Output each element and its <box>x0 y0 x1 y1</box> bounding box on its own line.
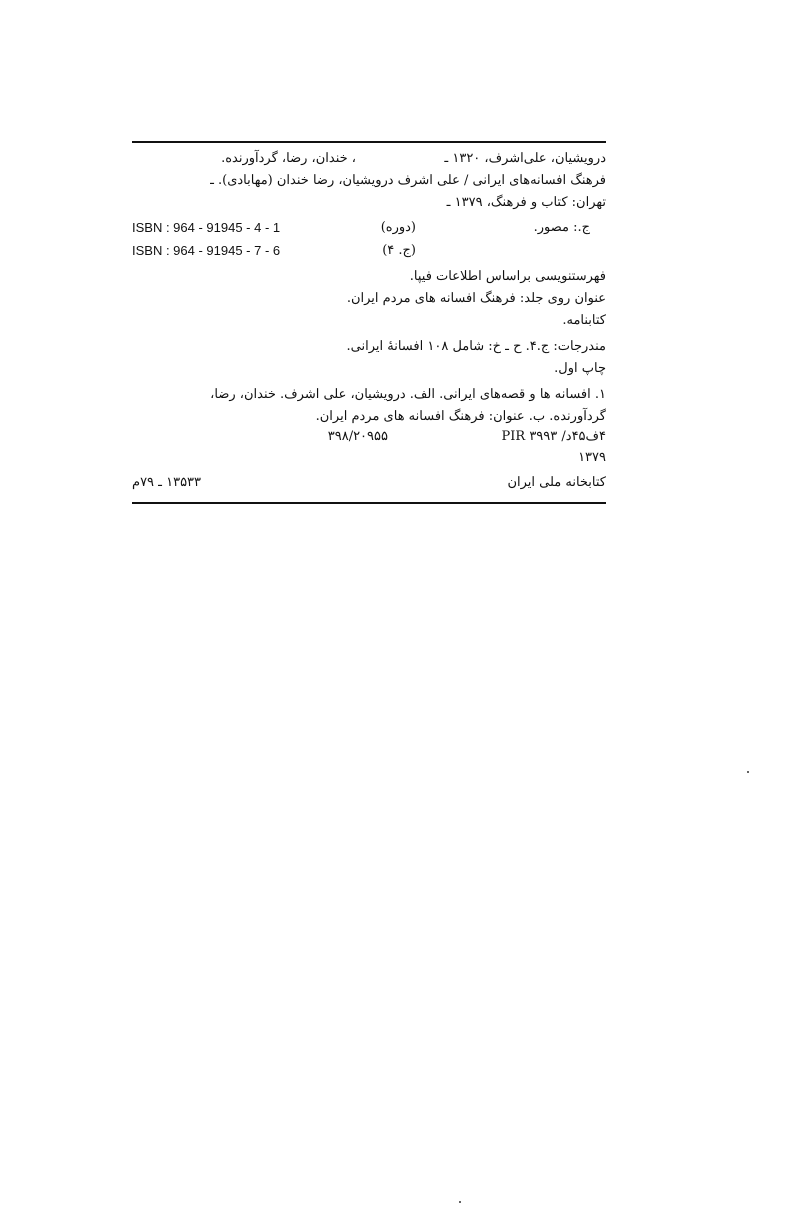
isbn-set: ISBN : 964 - 91945 - 4 - 1 <box>132 220 281 235</box>
cip-catalog-card <box>132 140 606 506</box>
isbn-volume-label: (ج. ۴) <box>382 243 416 258</box>
physical-description: ج.: مصور. <box>533 220 590 235</box>
lc-classification: ۴ف۴۵د/ PIR ۳۹۹۳ <box>501 429 606 444</box>
scan-speck <box>459 1201 461 1203</box>
bottom-rule <box>132 502 606 504</box>
isbn-set-label: (دوره) <box>380 220 416 235</box>
scan-speck <box>747 771 749 773</box>
author-line: درویشیان، علی‌اشرف، ۱۳۲۰ ـ <box>444 151 606 166</box>
top-rule <box>132 141 606 143</box>
publication-line: تهران: کتاب و فرهنگ، ۱۳۷۹ ـ <box>446 195 606 210</box>
subjects-line-2: گردآورنده. ب. عنوان: فرهنگ افسانه های مردم ایران. <box>315 409 606 424</box>
year-classification: ۱۳۷۹ <box>578 450 606 465</box>
coauthor-line: ، خندان، رضا، گردآورنده. <box>221 151 356 166</box>
record-number: ۱۳۵۳۳ ـ ۷۹م <box>132 475 202 490</box>
note-edition: چاپ اول. <box>554 361 606 376</box>
note-cover-title: عنوان روی جلد: فرهنگ افسانه های مردم ایران. <box>346 291 606 306</box>
note-fipa: فهرستنویسی براساس اطلاعات فیپا. <box>409 269 606 284</box>
library-name: کتابخانه ملی ایران <box>507 475 606 490</box>
note-contents: مندرجات: ج.۴. ح ـ خ: شامل ۱۰۸ افسانهٔ ایرانی. <box>346 339 606 354</box>
title-line: فرهنگ افسانه‌های ایرانی / علی اشرف درویشیان، رضا خندان (مهابادی). ـ <box>210 173 606 188</box>
isbn-volume: ISBN : 964 - 91945 - 7 - 6 <box>132 243 281 258</box>
dewey-classification: ۳۹۸/۲۰۹۵۵ <box>327 429 388 444</box>
subjects-line-1: ۱. افسانه ها و قصه‌های ایرانی. الف. درویشیان، علی اشرف. خندان، رضا، <box>210 387 606 402</box>
note-bibliography: کتابنامه. <box>562 313 606 328</box>
